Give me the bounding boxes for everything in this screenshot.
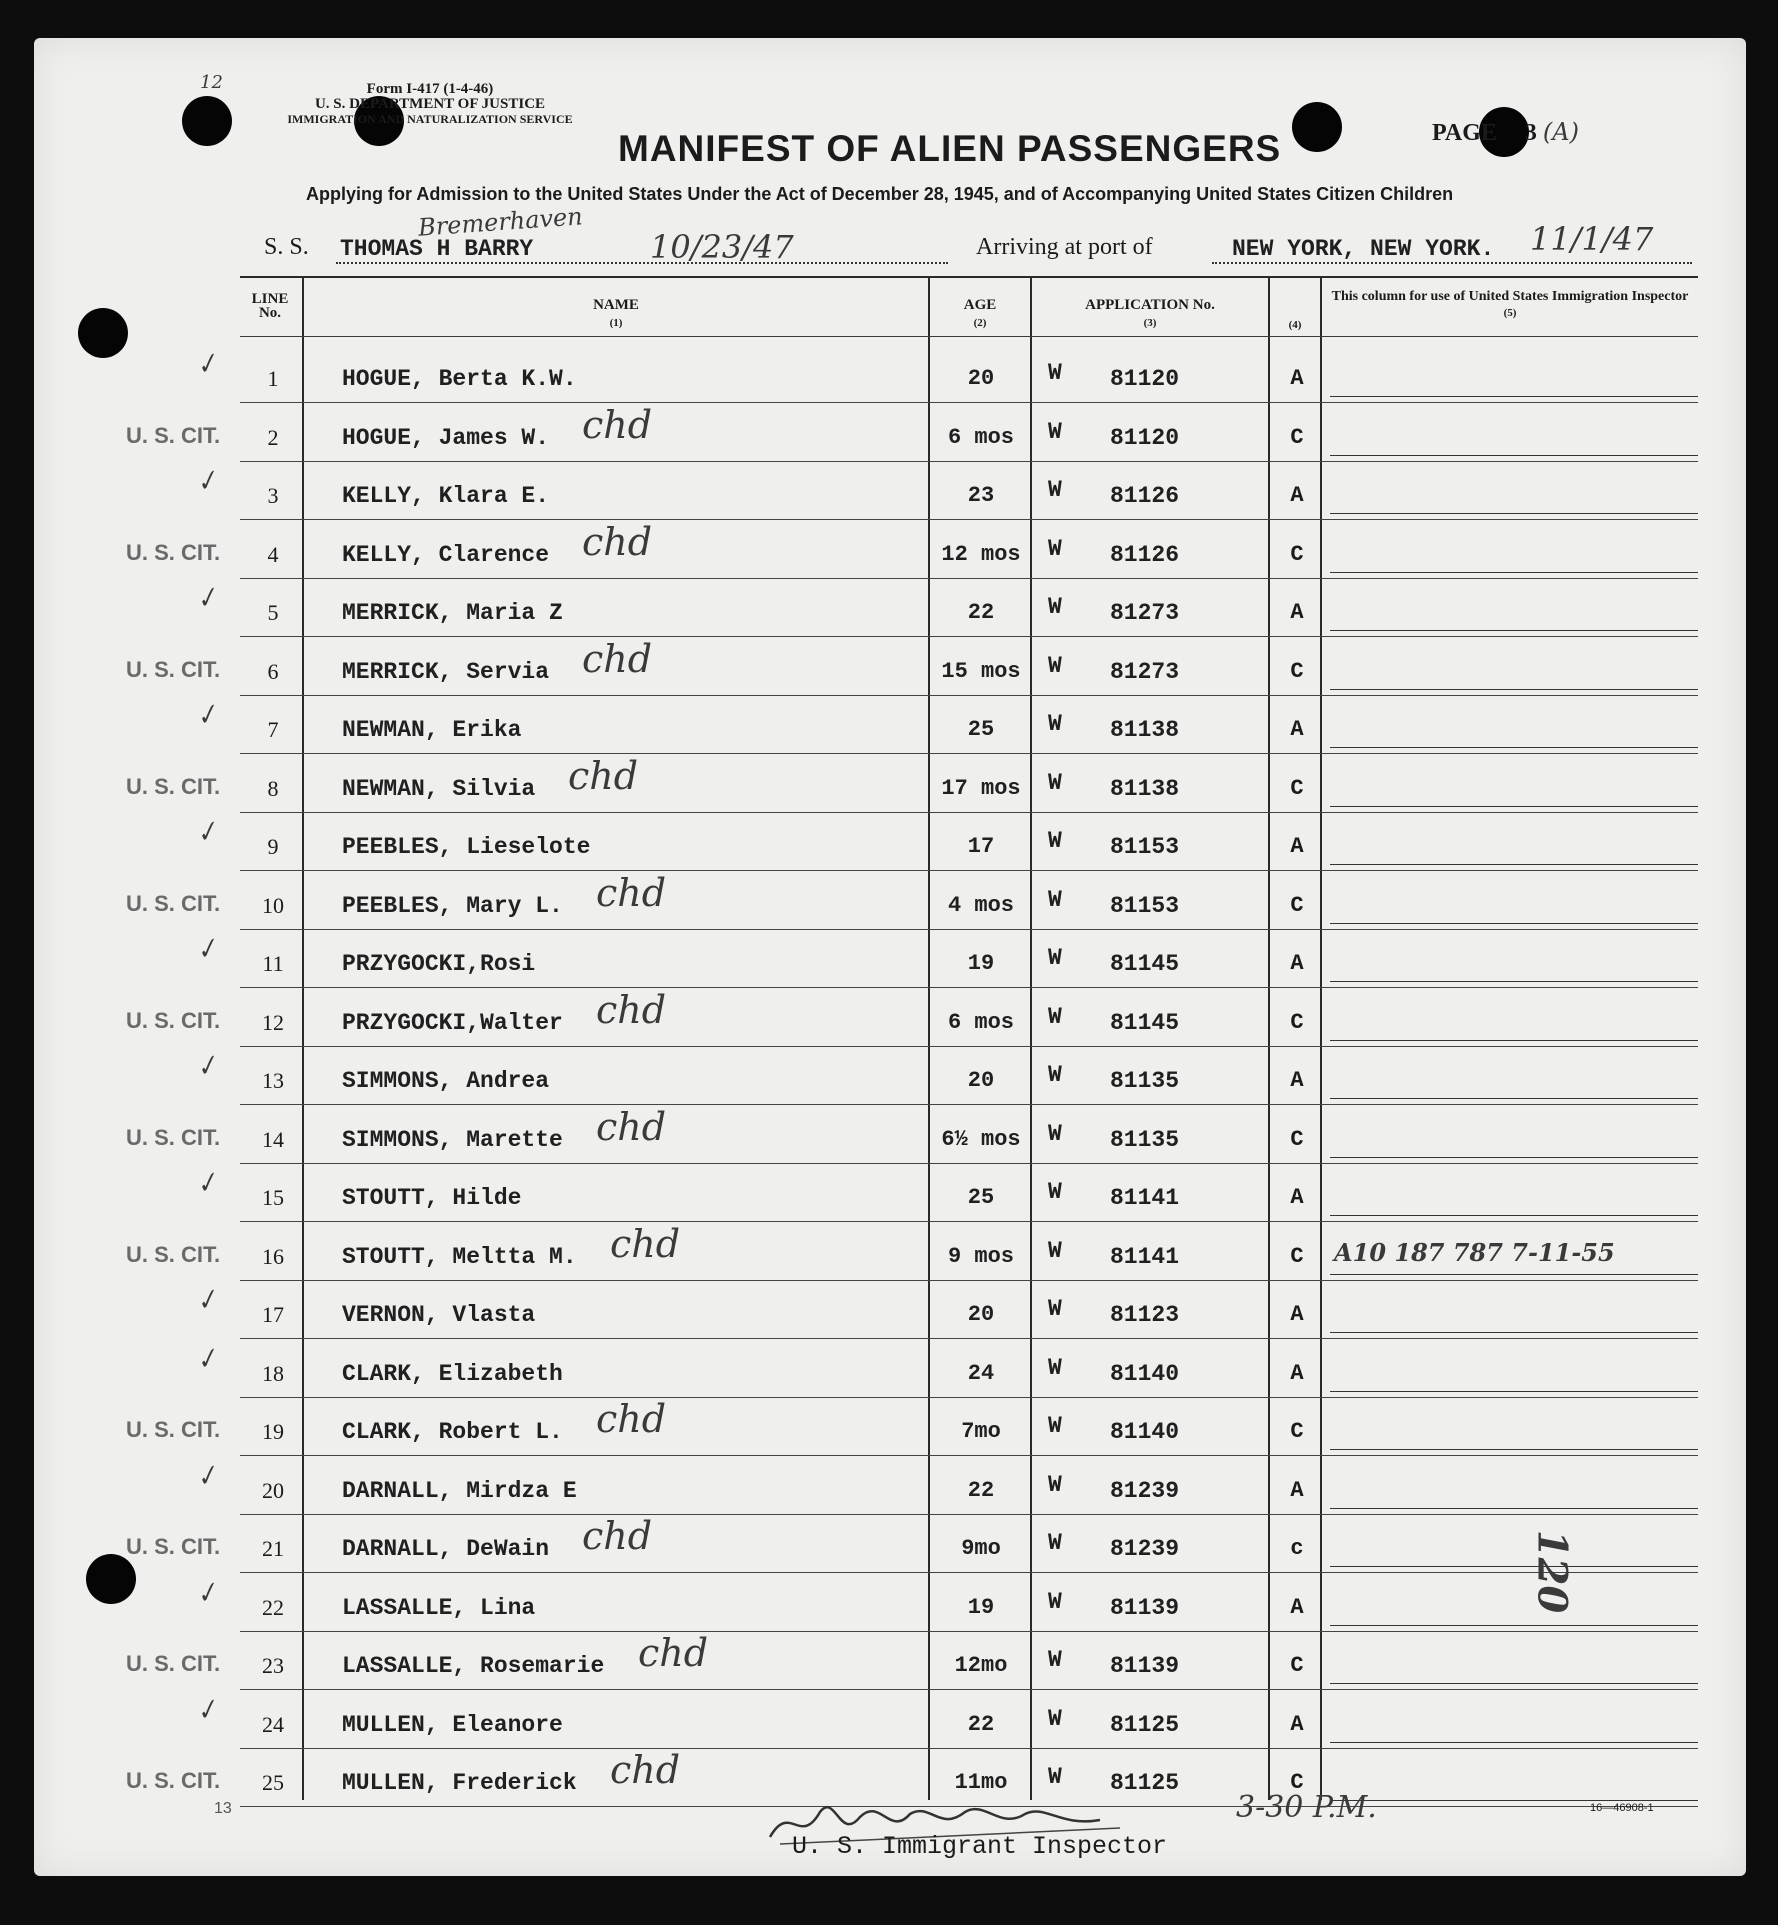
inspector-row-rule (1330, 455, 1698, 456)
ss-label: S. S. (264, 234, 309, 260)
application-header-label: APPLICATION No. (1085, 297, 1215, 313)
row-rule (240, 1572, 1698, 1573)
passenger-age: 22 (967, 1478, 995, 1503)
line-number: 7 (267, 717, 279, 742)
column-header-age (930, 298, 1030, 330)
passenger-name: CLARK, Elizabeth (342, 1361, 563, 1387)
line-number: 18 (262, 1361, 284, 1386)
child-annotation: chd (596, 871, 667, 915)
passenger-name: SIMMONS, Andrea (342, 1068, 550, 1094)
column-header-inspector (1322, 290, 1698, 320)
us-citizen-stamp: U. S. CIT. (126, 657, 221, 682)
inspector-row-rule (1330, 1625, 1698, 1626)
row-rule (240, 636, 1698, 637)
application-number: 81120 (1110, 366, 1180, 392)
column-header-name (304, 298, 928, 330)
application-prefix: W (1048, 887, 1062, 913)
passenger-name: NEWMAN, Silvia (342, 776, 536, 802)
us-citizen-stamp: U. S. CIT. (126, 1125, 221, 1150)
passenger-name: NEWMAN, Erika (342, 717, 522, 743)
application-prefix: W (1048, 1764, 1062, 1790)
application-number: 81141 (1110, 1185, 1180, 1211)
row-rule (240, 1631, 1698, 1632)
row-rule (240, 578, 1698, 579)
passenger-age: 23 (967, 483, 995, 508)
passenger-age: 12 mos (941, 542, 1021, 567)
application-number: 81239 (1110, 1536, 1180, 1562)
check-mark: ✓ (191, 815, 223, 851)
status-code: A (1290, 1712, 1304, 1737)
row-rule (240, 753, 1698, 754)
inspector-header-number: (5) (1503, 307, 1517, 319)
row-rule (240, 1455, 1698, 1456)
line-number: 19 (262, 1419, 284, 1444)
status-code: C (1290, 1127, 1304, 1152)
passenger-name: HOGUE, Berta K.W. (342, 366, 577, 392)
passenger-name: PEEBLES, Lieselote (342, 834, 591, 860)
passenger-name: SIMMONS, Marette (342, 1127, 563, 1153)
bottom-mark: 13 (214, 1800, 232, 1817)
status-code: C (1290, 776, 1304, 801)
line-number: 5 (267, 600, 279, 625)
punch-hole (1292, 102, 1342, 152)
passenger-age: 6½ mos (941, 1127, 1021, 1152)
child-annotation: chd (596, 1105, 667, 1149)
child-annotation: chd (568, 754, 639, 798)
row-rule (240, 812, 1698, 813)
application-prefix: W (1048, 770, 1062, 796)
application-number: 81120 (1110, 425, 1180, 451)
passenger-age: 17 mos (941, 776, 1021, 801)
passenger-name: STOUTT, Hilde (342, 1185, 522, 1211)
application-header-number: (3) (1143, 317, 1157, 329)
column-header-application (1032, 298, 1268, 330)
application-number: 81139 (1110, 1595, 1180, 1621)
inspector-note: A10 187 787 7-11-55 (1334, 1238, 1615, 1267)
name-header-number: (1) (609, 317, 623, 329)
passenger-name: VERNON, Vlasta (342, 1302, 536, 1328)
status-code: A (1290, 1478, 1304, 1503)
line-number: 3 (267, 483, 279, 508)
application-number: 81140 (1110, 1361, 1180, 1387)
passenger-age: 22 (967, 1712, 995, 1737)
status-code: C (1290, 1010, 1304, 1035)
passenger-age: 19 (967, 1595, 995, 1620)
line-number: 23 (262, 1653, 284, 1678)
passenger-name: MULLEN, Eleanore (342, 1712, 563, 1738)
us-citizen-stamp: U. S. CIT. (126, 1768, 221, 1793)
status-code: C (1290, 1419, 1304, 1444)
check-mark: ✓ (191, 464, 223, 500)
check-mark: ✓ (191, 1459, 223, 1495)
application-prefix: W (1048, 711, 1062, 737)
application-prefix: W (1048, 1647, 1062, 1673)
line-number: 20 (262, 1478, 284, 1503)
status-code: C (1290, 893, 1304, 918)
application-prefix: W (1048, 1355, 1062, 1381)
application-prefix: W (1048, 360, 1062, 386)
check-mark: ✓ (191, 1576, 223, 1612)
passenger-name: MULLEN, Frederick (342, 1770, 577, 1796)
child-annotation: chd (610, 1748, 681, 1792)
line-number: 21 (262, 1536, 284, 1561)
column-header-line: LINE No. (251, 291, 289, 321)
application-number: 81138 (1110, 717, 1180, 743)
row-rule (240, 929, 1698, 930)
inspector-header-label: This column for use of United States Immigration Inspector (1331, 289, 1689, 304)
service-name: IMMIGRATION AND NATURALIZATION SERVICE (287, 112, 573, 126)
row-rule (240, 870, 1698, 871)
line-number: 9 (267, 834, 279, 859)
inspector-row-rule (1330, 1215, 1698, 1216)
passenger-name: PRZYGOCKI,Rosi (342, 951, 536, 977)
row-rule (240, 695, 1698, 696)
line-number: 2 (267, 425, 279, 450)
status-code: A (1290, 1068, 1304, 1093)
application-prefix: W (1048, 828, 1062, 854)
status-code: A (1290, 600, 1304, 625)
line-number: 15 (262, 1185, 284, 1210)
line-number: 10 (262, 893, 284, 918)
inspector-row-rule (1330, 747, 1698, 748)
passenger-name: STOUTT, Meltta M. (342, 1244, 577, 1270)
application-number: 81126 (1110, 542, 1180, 568)
passenger-age: 4 mos (947, 893, 1014, 918)
inspector-row-rule (1330, 806, 1698, 807)
passenger-name: LASSALLE, Lina (342, 1595, 536, 1621)
passenger-age: 22 (967, 600, 995, 625)
row-rule (240, 1163, 1698, 1164)
passenger-name: PEEBLES, Mary L. (342, 893, 563, 919)
print-code: 16—46908-1 (1590, 1802, 1654, 1814)
application-number: 81125 (1110, 1712, 1180, 1738)
passenger-name: MERRICK, Servia (342, 659, 550, 685)
inspector-row-rule (1330, 1742, 1698, 1743)
child-annotation: chd (582, 1514, 653, 1558)
passenger-age: 12mo (954, 1653, 1008, 1678)
application-number: 81239 (1110, 1478, 1180, 1504)
passenger-name: KELLY, Clarence (342, 542, 550, 568)
check-mark: ✓ (191, 1693, 223, 1729)
us-citizen-stamp: U. S. CIT. (126, 1008, 221, 1033)
inspector-row-rule (1330, 396, 1698, 397)
application-prefix: W (1048, 419, 1062, 445)
application-prefix: W (1048, 1004, 1062, 1030)
application-number: 81126 (1110, 483, 1180, 509)
page-no: 3 (1524, 120, 1537, 146)
application-number: 81141 (1110, 1244, 1180, 1270)
check-mark: ✓ (191, 347, 223, 383)
application-prefix: W (1048, 1472, 1062, 1498)
application-prefix: W (1048, 1530, 1062, 1556)
row-rule (240, 1280, 1698, 1281)
check-mark: ✓ (191, 1342, 223, 1378)
inspection-time: 3-30 P.M. (1236, 1790, 1377, 1825)
application-prefix: W (1048, 1121, 1062, 1147)
application-prefix: W (1048, 653, 1062, 679)
department-name: U. S. DEPARTMENT OF JUSTICE (314, 96, 546, 112)
page-suffix: (A) (1542, 118, 1579, 146)
us-citizen-stamp: U. S. CIT. (126, 1242, 221, 1267)
inspector-row-rule (1330, 1508, 1698, 1509)
passenger-age: 7mo (961, 1419, 1001, 1444)
passenger-age: 25 (967, 1185, 995, 1210)
application-prefix: W (1048, 477, 1062, 503)
line-number: 16 (262, 1244, 284, 1269)
application-prefix: W (1048, 594, 1062, 620)
form-number: Form I-417 (1-4-46) (366, 81, 494, 97)
column-header-4: (4) (1288, 319, 1302, 331)
child-annotation: chd (582, 403, 653, 447)
passenger-age: 17 (967, 834, 995, 859)
application-number: 81273 (1110, 659, 1180, 685)
row-rule (240, 1338, 1698, 1339)
passenger-name: DARNALL, DeWain (342, 1536, 550, 1562)
status-code: A (1290, 483, 1304, 508)
arrival-port: NEW YORK, NEW YORK. (1232, 236, 1495, 262)
application-number: 81145 (1110, 951, 1180, 977)
child-annotation: chd (638, 1631, 709, 1675)
row-rule (240, 1221, 1698, 1222)
status-code: A (1290, 834, 1304, 859)
check-mark: ✓ (191, 581, 223, 617)
row-rule (240, 1046, 1698, 1047)
name-header-label: NAME (593, 297, 639, 313)
passenger-age: 6 mos (947, 425, 1014, 450)
passenger-age: 19 (967, 951, 995, 976)
passenger-name: DARNALL, Mirdza E (342, 1478, 577, 1504)
passenger-name: PRZYGOCKI,Walter (342, 1010, 563, 1036)
inspector-row-rule (1330, 1449, 1698, 1450)
passenger-age: 25 (967, 717, 995, 742)
status-code: A (1290, 1595, 1304, 1620)
application-number: 81138 (1110, 776, 1180, 802)
line-number: 22 (262, 1595, 284, 1620)
age-header-number: (2) (973, 317, 987, 329)
check-mark: ✓ (191, 932, 223, 968)
application-number: 81123 (1110, 1302, 1180, 1328)
inspector-label: U. S. Immigrant Inspector (792, 1832, 1168, 1861)
inspector-row-rule (1330, 923, 1698, 924)
us-citizen-stamp: U. S. CIT. (126, 891, 221, 916)
application-number: 81139 (1110, 1653, 1180, 1679)
status-code: A (1290, 717, 1304, 742)
us-citizen-stamp: U. S. CIT. (126, 1534, 221, 1559)
row-rule (240, 1514, 1698, 1515)
line-number: 17 (262, 1302, 284, 1327)
status-code: A (1290, 1185, 1304, 1210)
status-code: C (1290, 1244, 1304, 1269)
application-prefix: W (1048, 1413, 1062, 1439)
passenger-age: 15 mos (941, 659, 1021, 684)
status-code: A (1290, 366, 1304, 391)
inspector-row-rule (1330, 1274, 1698, 1275)
passenger-age: 20 (967, 1302, 995, 1327)
row-rule (240, 461, 1698, 462)
passenger-age: 9mo (961, 1536, 1001, 1561)
departure-port: Bremerhaven (417, 202, 584, 242)
application-prefix: W (1048, 1062, 1062, 1088)
passenger-name: LASSALLE, Rosemarie (342, 1653, 605, 1679)
application-prefix: W (1048, 1179, 1062, 1205)
application-number: 81135 (1110, 1127, 1180, 1153)
status-code: C (1290, 425, 1304, 450)
status-code: A (1290, 951, 1304, 976)
passenger-name: HOGUE, James W. (342, 425, 550, 451)
page-subtitle: Applying for Admission to the United States Under the Act of December 28, 1945, and of Accompanying United States Citizen Children (306, 184, 1454, 204)
inspector-row-rule (1330, 1683, 1698, 1684)
ship-name-rule (336, 262, 948, 264)
inspector-row-rule (1330, 689, 1698, 690)
corner-mark: 12 (200, 72, 223, 93)
row-rule (240, 1104, 1698, 1105)
application-number: 81125 (1110, 1770, 1180, 1796)
check-mark: ✓ (191, 1166, 223, 1202)
inspector-row-rule (1330, 1157, 1698, 1158)
check-mark: ✓ (191, 1283, 223, 1319)
status-code: C (1290, 542, 1304, 567)
row-rule (240, 519, 1698, 520)
child-annotation: chd (596, 988, 667, 1032)
inspector-row-rule (1330, 1040, 1698, 1041)
punch-hole (182, 96, 232, 146)
punch-hole (86, 1554, 136, 1604)
status-code: C (1290, 1653, 1304, 1678)
application-prefix: W (1048, 1706, 1062, 1732)
child-annotation: chd (610, 1222, 681, 1266)
page-title: MANIFEST OF ALIEN PASSENGERS (618, 128, 1282, 169)
row-rule (240, 1397, 1698, 1398)
age-header-label: AGE (963, 297, 997, 313)
application-prefix: W (1048, 1589, 1062, 1615)
application-number: 81145 (1110, 1010, 1180, 1036)
us-citizen-stamp: U. S. CIT. (126, 423, 221, 448)
inspector-row-rule (1330, 864, 1698, 865)
line-number: 13 (262, 1068, 284, 1093)
child-annotation: chd (582, 520, 653, 564)
departure-date: 10/23/47 (650, 228, 794, 266)
child-annotation: chd (582, 637, 653, 681)
form-header (255, 82, 605, 127)
page-number (1432, 118, 1579, 147)
line-number: 1 (267, 366, 279, 391)
line-number: 12 (262, 1010, 284, 1035)
arriving-label: Arriving at port of (976, 234, 1153, 260)
line-number: 24 (262, 1712, 284, 1737)
inspector-row-rule (1330, 1566, 1698, 1567)
status-code: A (1290, 1302, 1304, 1327)
application-prefix: W (1048, 1238, 1062, 1264)
side-note: 120 (1528, 1529, 1576, 1614)
passenger-age: 20 (967, 366, 995, 391)
us-citizen-stamp: U. S. CIT. (126, 1651, 221, 1676)
application-number: 81135 (1110, 1068, 1180, 1094)
line-number: 8 (267, 776, 279, 801)
status-code: C (1290, 1770, 1304, 1795)
header-bottom-rule (240, 336, 1698, 337)
passenger-age: 6 mos (947, 1010, 1014, 1035)
inspector-row-rule (1330, 1098, 1698, 1099)
application-prefix: W (1048, 1296, 1062, 1322)
us-citizen-stamp: U. S. CIT. (126, 540, 221, 565)
arrival-date: 11/1/47 (1530, 220, 1654, 258)
punch-hole (78, 308, 128, 358)
page-label: PAGE (1432, 120, 1497, 146)
status-code: c (1290, 1536, 1304, 1561)
passenger-age: 11mo (954, 1770, 1008, 1795)
inspector-row-rule (1330, 572, 1698, 573)
table-top-rule (240, 276, 1698, 278)
ship-name: THOMAS H BARRY (340, 236, 534, 262)
row-rule (240, 987, 1698, 988)
us-citizen-stamp: U. S. CIT. (126, 1417, 221, 1442)
check-mark: ✓ (191, 698, 223, 734)
arrival-rule (1212, 262, 1692, 264)
passenger-age: 24 (967, 1361, 995, 1386)
row-rule (240, 402, 1698, 403)
line-number: 6 (267, 659, 279, 684)
application-number: 81273 (1110, 600, 1180, 626)
inspector-row-rule (1330, 630, 1698, 631)
inspector-row-rule (1330, 1800, 1698, 1801)
row-rule (240, 1689, 1698, 1690)
application-number: 81153 (1110, 834, 1180, 860)
application-number: 81140 (1110, 1419, 1180, 1445)
application-prefix: W (1048, 945, 1062, 971)
status-code: A (1290, 1361, 1304, 1386)
passenger-age: 9 mos (947, 1244, 1014, 1269)
application-prefix: W (1048, 536, 1062, 562)
inspector-row-rule (1330, 513, 1698, 514)
passenger-name: KELLY, Klara E. (342, 483, 550, 509)
inspector-row-rule (1330, 1391, 1698, 1392)
child-annotation: chd (596, 1397, 667, 1441)
row-rule (240, 1748, 1698, 1749)
inspector-row-rule (1330, 981, 1698, 982)
line-number: 11 (262, 951, 284, 976)
us-citizen-stamp: U. S. CIT. (126, 774, 221, 799)
check-mark: ✓ (191, 1049, 223, 1085)
passenger-name: MERRICK, Maria Z (342, 600, 563, 626)
line-number: 4 (267, 542, 279, 567)
application-number: 81153 (1110, 893, 1180, 919)
line-number: 25 (262, 1770, 284, 1795)
passenger-name: CLARK, Robert L. (342, 1419, 563, 1445)
passenger-age: 20 (967, 1068, 995, 1093)
inspector-row-rule (1330, 1332, 1698, 1333)
line-number: 14 (262, 1127, 284, 1152)
status-code: C (1290, 659, 1304, 684)
